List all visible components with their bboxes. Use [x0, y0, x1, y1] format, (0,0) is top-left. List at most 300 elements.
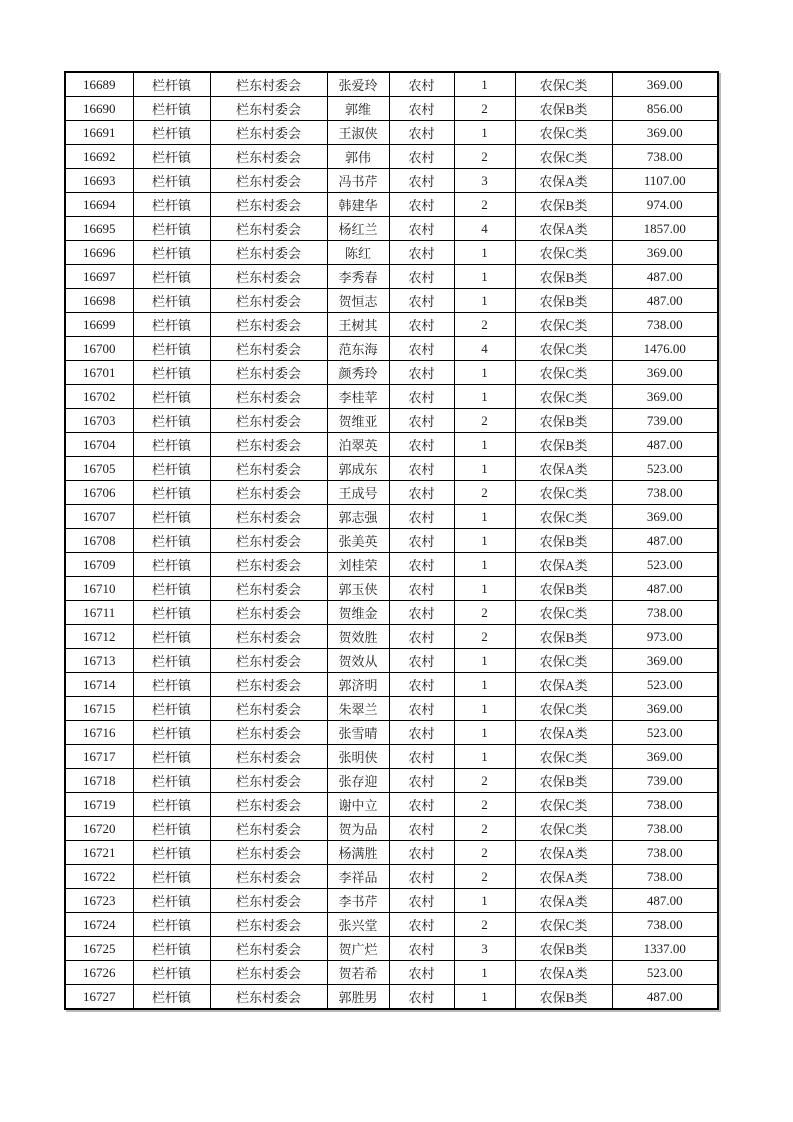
- cell-serial-number: 16719: [65, 793, 133, 817]
- cell-amount: 856.00: [612, 97, 718, 121]
- cell-village-committee: 栏东村委会: [210, 121, 327, 145]
- cell-insurance-category: 农保B类: [515, 193, 612, 217]
- cell-village-committee: 栏东村委会: [210, 745, 327, 769]
- cell-insurance-category: 农保B类: [515, 529, 612, 553]
- cell-residence-type: 农村: [389, 121, 454, 145]
- cell-person-count: 2: [454, 313, 515, 337]
- cell-name: 贺效从: [327, 649, 389, 673]
- cell-residence-type: 农村: [389, 481, 454, 505]
- cell-person-count: 1: [454, 121, 515, 145]
- cell-residence-type: 农村: [389, 169, 454, 193]
- cell-insurance-category: 农保A类: [515, 217, 612, 241]
- cell-serial-number: 16718: [65, 769, 133, 793]
- cell-serial-number: 16691: [65, 121, 133, 145]
- cell-serial-number: 16726: [65, 961, 133, 985]
- cell-name: 王淑侠: [327, 121, 389, 145]
- cell-town: 栏杆镇: [133, 577, 210, 601]
- table-row: [65, 313, 718, 337]
- cell-amount: 739.00: [612, 769, 718, 793]
- cell-residence-type: 农村: [389, 721, 454, 745]
- cell-insurance-category: 农保A类: [515, 169, 612, 193]
- table-row: [65, 697, 718, 721]
- cell-village-committee: 栏东村委会: [210, 193, 327, 217]
- cell-village-committee: 栏东村委会: [210, 841, 327, 865]
- cell-name: 颜秀玲: [327, 361, 389, 385]
- cell-village-committee: 栏东村委会: [210, 265, 327, 289]
- cell-name: 王成号: [327, 481, 389, 505]
- cell-residence-type: 农村: [389, 745, 454, 769]
- cell-serial-number: 16715: [65, 697, 133, 721]
- cell-residence-type: 农村: [389, 361, 454, 385]
- cell-amount: 1476.00: [612, 337, 718, 361]
- cell-person-count: 2: [454, 601, 515, 625]
- cell-town: 栏杆镇: [133, 721, 210, 745]
- cell-serial-number: 16703: [65, 409, 133, 433]
- cell-name: 王树其: [327, 313, 389, 337]
- cell-insurance-category: 农保B类: [515, 409, 612, 433]
- cell-name: 贺恒志: [327, 289, 389, 313]
- cell-person-count: 1: [454, 577, 515, 601]
- cell-serial-number: 16724: [65, 913, 133, 937]
- cell-amount: 369.00: [612, 697, 718, 721]
- table-row: [65, 169, 718, 193]
- table-row: [65, 433, 718, 457]
- cell-town: 栏杆镇: [133, 793, 210, 817]
- cell-amount: 1337.00: [612, 937, 718, 961]
- table-row: [65, 337, 718, 361]
- cell-name: 韩建华: [327, 193, 389, 217]
- cell-town: 栏杆镇: [133, 529, 210, 553]
- cell-insurance-category: 农保B类: [515, 97, 612, 121]
- cell-person-count: 1: [454, 457, 515, 481]
- cell-amount: 1107.00: [612, 169, 718, 193]
- cell-person-count: 1: [454, 721, 515, 745]
- cell-village-committee: 栏东村委会: [210, 913, 327, 937]
- cell-town: 栏杆镇: [133, 961, 210, 985]
- cell-person-count: 1: [454, 361, 515, 385]
- cell-village-committee: 栏东村委会: [210, 721, 327, 745]
- table-row: [65, 121, 718, 145]
- table-row: [65, 72, 718, 97]
- cell-residence-type: 农村: [389, 889, 454, 913]
- cell-serial-number: 16713: [65, 649, 133, 673]
- cell-residence-type: 农村: [389, 841, 454, 865]
- cell-insurance-category: 农保A类: [515, 961, 612, 985]
- cell-amount: 369.00: [612, 649, 718, 673]
- cell-village-committee: 栏东村委会: [210, 553, 327, 577]
- cell-serial-number: 16699: [65, 313, 133, 337]
- cell-residence-type: 农村: [389, 625, 454, 649]
- cell-name: 张兴堂: [327, 913, 389, 937]
- cell-amount: 738.00: [612, 841, 718, 865]
- cell-village-committee: 栏东村委会: [210, 241, 327, 265]
- cell-person-count: 2: [454, 865, 515, 889]
- cell-village-committee: 栏东村委会: [210, 337, 327, 361]
- cell-town: 栏杆镇: [133, 169, 210, 193]
- cell-amount: 738.00: [612, 793, 718, 817]
- cell-insurance-category: 农保C类: [515, 649, 612, 673]
- cell-insurance-category: 农保C类: [515, 72, 612, 97]
- cell-village-committee: 栏东村委会: [210, 769, 327, 793]
- table-row: [65, 961, 718, 985]
- cell-village-committee: 栏东村委会: [210, 72, 327, 97]
- cell-village-committee: 栏东村委会: [210, 289, 327, 313]
- records-table: [64, 71, 719, 1010]
- cell-person-count: 4: [454, 337, 515, 361]
- cell-person-count: 1: [454, 649, 515, 673]
- cell-amount: 487.00: [612, 265, 718, 289]
- cell-village-committee: 栏东村委会: [210, 313, 327, 337]
- cell-village-committee: 栏东村委会: [210, 505, 327, 529]
- cell-insurance-category: 农保C类: [515, 241, 612, 265]
- cell-residence-type: 农村: [389, 985, 454, 1010]
- cell-residence-type: 农村: [389, 313, 454, 337]
- cell-amount: 738.00: [612, 865, 718, 889]
- cell-insurance-category: 农保B类: [515, 433, 612, 457]
- cell-insurance-category: 农保C类: [515, 313, 612, 337]
- cell-serial-number: 16725: [65, 937, 133, 961]
- cell-name: 杨满胜: [327, 841, 389, 865]
- table-row: [65, 865, 718, 889]
- cell-insurance-category: 农保A类: [515, 841, 612, 865]
- cell-village-committee: 栏东村委会: [210, 625, 327, 649]
- table-row: [65, 769, 718, 793]
- cell-insurance-category: 农保B类: [515, 985, 612, 1010]
- table-row: [65, 745, 718, 769]
- cell-insurance-category: 农保C类: [515, 337, 612, 361]
- cell-person-count: 1: [454, 385, 515, 409]
- cell-residence-type: 农村: [389, 457, 454, 481]
- cell-residence-type: 农村: [389, 409, 454, 433]
- cell-person-count: 2: [454, 481, 515, 505]
- cell-serial-number: 16700: [65, 337, 133, 361]
- cell-town: 栏杆镇: [133, 481, 210, 505]
- cell-residence-type: 农村: [389, 529, 454, 553]
- cell-town: 栏杆镇: [133, 889, 210, 913]
- cell-village-committee: 栏东村委会: [210, 385, 327, 409]
- cell-amount: 487.00: [612, 433, 718, 457]
- cell-serial-number: 16690: [65, 97, 133, 121]
- cell-insurance-category: 农保C类: [515, 913, 612, 937]
- cell-village-committee: 栏东村委会: [210, 961, 327, 985]
- cell-insurance-category: 农保C类: [515, 361, 612, 385]
- cell-name: 郭成东: [327, 457, 389, 481]
- cell-amount: 523.00: [612, 721, 718, 745]
- cell-name: 贺维亚: [327, 409, 389, 433]
- table-row: [65, 937, 718, 961]
- cell-amount: 369.00: [612, 385, 718, 409]
- cell-name: 张存迎: [327, 769, 389, 793]
- cell-amount: 523.00: [612, 553, 718, 577]
- cell-insurance-category: 农保B类: [515, 769, 612, 793]
- cell-serial-number: 16722: [65, 865, 133, 889]
- cell-insurance-category: 农保A类: [515, 457, 612, 481]
- cell-insurance-category: 农保A类: [515, 721, 612, 745]
- cell-person-count: 1: [454, 289, 515, 313]
- cell-village-committee: 栏东村委会: [210, 145, 327, 169]
- cell-serial-number: 16697: [65, 265, 133, 289]
- cell-amount: 738.00: [612, 481, 718, 505]
- table-row: [65, 817, 718, 841]
- cell-residence-type: 农村: [389, 961, 454, 985]
- cell-person-count: 1: [454, 961, 515, 985]
- table-row: [65, 721, 718, 745]
- cell-serial-number: 16702: [65, 385, 133, 409]
- cell-amount: 487.00: [612, 577, 718, 601]
- cell-serial-number: 16716: [65, 721, 133, 745]
- cell-person-count: 3: [454, 169, 515, 193]
- cell-town: 栏杆镇: [133, 361, 210, 385]
- table-row: [65, 505, 718, 529]
- cell-residence-type: 农村: [389, 265, 454, 289]
- cell-town: 栏杆镇: [133, 457, 210, 481]
- cell-town: 栏杆镇: [133, 217, 210, 241]
- cell-serial-number: 16717: [65, 745, 133, 769]
- cell-person-count: 1: [454, 505, 515, 529]
- cell-village-committee: 栏东村委会: [210, 649, 327, 673]
- cell-person-count: 2: [454, 913, 515, 937]
- table-row: [65, 553, 718, 577]
- cell-town: 栏杆镇: [133, 649, 210, 673]
- cell-serial-number: 16698: [65, 289, 133, 313]
- cell-village-committee: 栏东村委会: [210, 217, 327, 241]
- cell-insurance-category: 农保C类: [515, 481, 612, 505]
- cell-residence-type: 农村: [389, 769, 454, 793]
- cell-town: 栏杆镇: [133, 985, 210, 1010]
- cell-insurance-category: 农保C类: [515, 121, 612, 145]
- cell-amount: 738.00: [612, 145, 718, 169]
- cell-person-count: 2: [454, 625, 515, 649]
- cell-amount: 738.00: [612, 913, 718, 937]
- cell-amount: 973.00: [612, 625, 718, 649]
- cell-insurance-category: 农保B类: [515, 937, 612, 961]
- cell-name: 张爱玲: [327, 72, 389, 97]
- table-row: [65, 145, 718, 169]
- cell-person-count: 2: [454, 193, 515, 217]
- cell-name: 朱翠兰: [327, 697, 389, 721]
- cell-insurance-category: 农保B类: [515, 577, 612, 601]
- cell-amount: 369.00: [612, 72, 718, 97]
- cell-name: 李祥品: [327, 865, 389, 889]
- cell-residence-type: 农村: [389, 385, 454, 409]
- table-row: [65, 265, 718, 289]
- cell-serial-number: 16710: [65, 577, 133, 601]
- cell-name: 李秀春: [327, 265, 389, 289]
- cell-serial-number: 16706: [65, 481, 133, 505]
- table-row: [65, 889, 718, 913]
- table-row: [65, 217, 718, 241]
- cell-residence-type: 农村: [389, 145, 454, 169]
- cell-town: 栏杆镇: [133, 193, 210, 217]
- cell-town: 栏杆镇: [133, 745, 210, 769]
- cell-insurance-category: 农保C类: [515, 385, 612, 409]
- table-row: [65, 457, 718, 481]
- cell-insurance-category: 农保B类: [515, 289, 612, 313]
- table-row: [65, 289, 718, 313]
- cell-name: 贺效胜: [327, 625, 389, 649]
- cell-insurance-category: 农保C类: [515, 601, 612, 625]
- cell-village-committee: 栏东村委会: [210, 97, 327, 121]
- cell-name: 郭济明: [327, 673, 389, 697]
- cell-name: 郭维: [327, 97, 389, 121]
- cell-serial-number: 16696: [65, 241, 133, 265]
- table-row: [65, 97, 718, 121]
- cell-residence-type: 农村: [389, 505, 454, 529]
- cell-name: 杨红兰: [327, 217, 389, 241]
- table-row: [65, 529, 718, 553]
- cell-town: 栏杆镇: [133, 433, 210, 457]
- cell-residence-type: 农村: [389, 553, 454, 577]
- cell-village-committee: 栏东村委会: [210, 481, 327, 505]
- cell-village-committee: 栏东村委会: [210, 529, 327, 553]
- table-row: [65, 985, 718, 1010]
- cell-serial-number: 16723: [65, 889, 133, 913]
- cell-amount: 487.00: [612, 985, 718, 1010]
- cell-amount: 738.00: [612, 313, 718, 337]
- cell-village-committee: 栏东村委会: [210, 169, 327, 193]
- cell-serial-number: 16694: [65, 193, 133, 217]
- cell-serial-number: 16714: [65, 673, 133, 697]
- cell-serial-number: 16709: [65, 553, 133, 577]
- cell-name: 贺若希: [327, 961, 389, 985]
- cell-residence-type: 农村: [389, 217, 454, 241]
- cell-village-committee: 栏东村委会: [210, 433, 327, 457]
- cell-town: 栏杆镇: [133, 409, 210, 433]
- cell-amount: 739.00: [612, 409, 718, 433]
- cell-amount: 974.00: [612, 193, 718, 217]
- cell-insurance-category: 农保A类: [515, 673, 612, 697]
- cell-person-count: 1: [454, 72, 515, 97]
- cell-town: 栏杆镇: [133, 673, 210, 697]
- cell-amount: 369.00: [612, 241, 718, 265]
- cell-village-committee: 栏东村委会: [210, 361, 327, 385]
- cell-name: 郭胜男: [327, 985, 389, 1010]
- cell-name: 冯书芹: [327, 169, 389, 193]
- cell-name: 贺广烂: [327, 937, 389, 961]
- cell-person-count: 2: [454, 97, 515, 121]
- cell-residence-type: 农村: [389, 793, 454, 817]
- cell-serial-number: 16712: [65, 625, 133, 649]
- table-row: [65, 385, 718, 409]
- cell-insurance-category: 农保C类: [515, 697, 612, 721]
- cell-amount: 738.00: [612, 817, 718, 841]
- cell-person-count: 1: [454, 241, 515, 265]
- cell-name: 张美英: [327, 529, 389, 553]
- cell-residence-type: 农村: [389, 937, 454, 961]
- table-row: [65, 241, 718, 265]
- cell-person-count: 2: [454, 409, 515, 433]
- records-table-body: [65, 72, 718, 1009]
- cell-town: 栏杆镇: [133, 817, 210, 841]
- cell-serial-number: 16707: [65, 505, 133, 529]
- cell-residence-type: 农村: [389, 72, 454, 97]
- cell-person-count: 2: [454, 841, 515, 865]
- cell-town: 栏杆镇: [133, 289, 210, 313]
- cell-town: 栏杆镇: [133, 145, 210, 169]
- cell-insurance-category: 农保B类: [515, 625, 612, 649]
- table-row: [65, 841, 718, 865]
- cell-name: 陈红: [327, 241, 389, 265]
- cell-amount: 1857.00: [612, 217, 718, 241]
- cell-amount: 369.00: [612, 361, 718, 385]
- cell-town: 栏杆镇: [133, 769, 210, 793]
- cell-village-committee: 栏东村委会: [210, 601, 327, 625]
- cell-serial-number: 16705: [65, 457, 133, 481]
- cell-residence-type: 农村: [389, 289, 454, 313]
- cell-town: 栏杆镇: [133, 937, 210, 961]
- cell-village-committee: 栏东村委会: [210, 457, 327, 481]
- cell-village-committee: 栏东村委会: [210, 985, 327, 1010]
- cell-serial-number: 16701: [65, 361, 133, 385]
- cell-amount: 369.00: [612, 121, 718, 145]
- cell-insurance-category: 农保C类: [515, 745, 612, 769]
- cell-residence-type: 农村: [389, 649, 454, 673]
- cell-town: 栏杆镇: [133, 265, 210, 289]
- table-row: [65, 913, 718, 937]
- cell-residence-type: 农村: [389, 697, 454, 721]
- cell-town: 栏杆镇: [133, 601, 210, 625]
- cell-village-committee: 栏东村委会: [210, 937, 327, 961]
- cell-amount: 523.00: [612, 457, 718, 481]
- cell-person-count: 1: [454, 265, 515, 289]
- cell-person-count: 1: [454, 553, 515, 577]
- cell-town: 栏杆镇: [133, 505, 210, 529]
- cell-village-committee: 栏东村委会: [210, 817, 327, 841]
- cell-name: 刘桂荣: [327, 553, 389, 577]
- cell-insurance-category: 农保A类: [515, 889, 612, 913]
- cell-village-committee: 栏东村委会: [210, 673, 327, 697]
- cell-residence-type: 农村: [389, 865, 454, 889]
- cell-serial-number: 16695: [65, 217, 133, 241]
- cell-person-count: 2: [454, 793, 515, 817]
- cell-serial-number: 16727: [65, 985, 133, 1010]
- cell-amount: 523.00: [612, 961, 718, 985]
- cell-village-committee: 栏东村委会: [210, 577, 327, 601]
- cell-town: 栏杆镇: [133, 72, 210, 97]
- cell-name: 张雪晴: [327, 721, 389, 745]
- cell-village-committee: 栏东村委会: [210, 409, 327, 433]
- cell-town: 栏杆镇: [133, 241, 210, 265]
- cell-name: 张明侠: [327, 745, 389, 769]
- cell-residence-type: 农村: [389, 433, 454, 457]
- cell-person-count: 1: [454, 745, 515, 769]
- cell-name: 郭志强: [327, 505, 389, 529]
- cell-name: 郭玉侠: [327, 577, 389, 601]
- cell-village-committee: 栏东村委会: [210, 697, 327, 721]
- cell-name: 谢中立: [327, 793, 389, 817]
- cell-residence-type: 农村: [389, 193, 454, 217]
- cell-insurance-category: 农保C类: [515, 817, 612, 841]
- cell-town: 栏杆镇: [133, 841, 210, 865]
- cell-serial-number: 16692: [65, 145, 133, 169]
- cell-town: 栏杆镇: [133, 625, 210, 649]
- cell-village-committee: 栏东村委会: [210, 889, 327, 913]
- cell-person-count: 1: [454, 985, 515, 1010]
- cell-village-committee: 栏东村委会: [210, 865, 327, 889]
- table-row: [65, 577, 718, 601]
- table-row: [65, 673, 718, 697]
- cell-residence-type: 农村: [389, 337, 454, 361]
- cell-person-count: 3: [454, 937, 515, 961]
- cell-name: 贺维金: [327, 601, 389, 625]
- cell-insurance-category: 农保C类: [515, 505, 612, 529]
- cell-person-count: 1: [454, 889, 515, 913]
- cell-serial-number: 16720: [65, 817, 133, 841]
- table-row: [65, 361, 718, 385]
- cell-town: 栏杆镇: [133, 913, 210, 937]
- table-row: [65, 625, 718, 649]
- cell-name: 贺为品: [327, 817, 389, 841]
